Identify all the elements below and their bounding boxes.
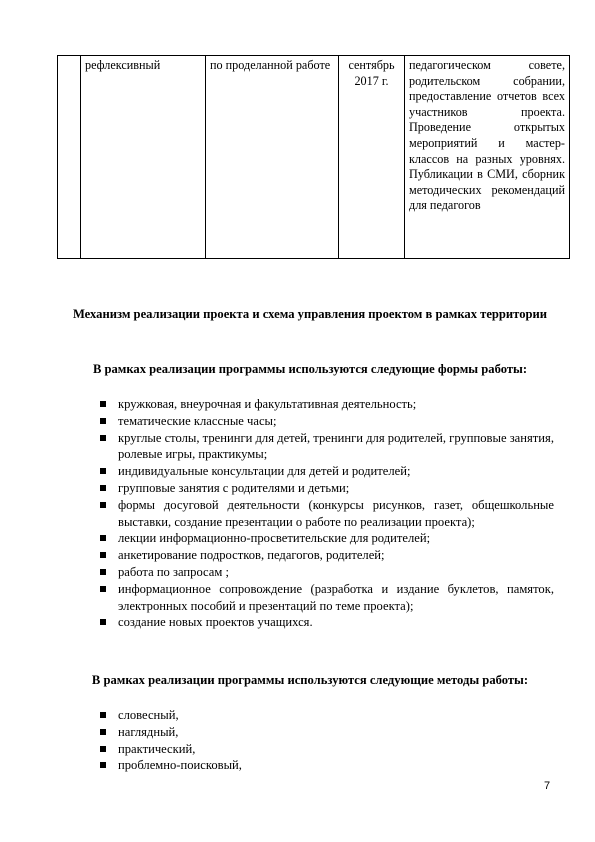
square-bullet-icon: [100, 485, 106, 491]
square-bullet-icon: [100, 552, 106, 558]
square-bullet-icon: [100, 729, 106, 735]
list-item: словесный,: [100, 707, 554, 724]
square-bullet-icon: [100, 746, 106, 752]
square-bullet-icon: [100, 569, 106, 575]
list-item: создание новых проектов учащихся.: [100, 614, 554, 631]
square-bullet-icon: [100, 586, 106, 592]
square-bullet-icon: [100, 762, 106, 768]
project-plan-table: [57, 55, 570, 259]
table-cell-date: сентябрь 2017 г.: [339, 56, 405, 259]
section-heading: Механизм реализации проекта и схема управления проектом в рамках территории: [72, 307, 548, 321]
list-item: информационное сопровождение (разработка и издание буклетов, памяток, электронных пособий и презентаций по теме проекта);: [100, 581, 554, 615]
page-number: 7: [544, 780, 551, 792]
table-cell-result: педагогическом совете, родительском собрании, предоставление отчетов всех участников проекта. Проведение открытых мероприятий и мастер-классов на разных уровнях. Публикации в СМИ, сборник методических рекомендаций для педагогов: [405, 56, 570, 259]
forms-list: [100, 396, 554, 631]
methods-heading: В рамках реализации программы используются следующие методы работы:: [91, 673, 529, 687]
table-cell-activity: по проделанной работе: [206, 56, 339, 259]
list-item: анкетирование подростков, педагогов, родителей;: [100, 547, 554, 564]
table-row: [58, 56, 570, 259]
list-item: формы досуговой деятельности (конкурсы рисунков, газет, общешкольные выставки, создание презентации о работе по реализации проекта);: [100, 497, 554, 531]
table-cell-index: [58, 56, 81, 259]
list-item: индивидуальные консультации для детей и родителей;: [100, 463, 554, 480]
list-item: кружковая, внеурочная и факультативная деятельность;: [100, 396, 554, 413]
square-bullet-icon: [100, 468, 106, 474]
list-item: практический,: [100, 741, 554, 758]
list-item: лекции информационно-просветительские для родителей;: [100, 530, 554, 547]
list-item: тематические классные часы;: [100, 413, 554, 430]
square-bullet-icon: [100, 535, 106, 541]
methods-list: [100, 707, 554, 774]
square-bullet-icon: [100, 401, 106, 407]
square-bullet-icon: [100, 435, 106, 441]
square-bullet-icon: [100, 418, 106, 424]
forms-heading: В рамках реализации программы используются следующие формы работы:: [92, 362, 528, 376]
list-item: круглые столы, тренинги для детей, тренинги для родителей, групповые занятия, ролевые игры, практикумы;: [100, 430, 554, 464]
list-item: работа по запросам ;: [100, 564, 554, 581]
square-bullet-icon: [100, 502, 106, 508]
square-bullet-icon: [100, 619, 106, 625]
square-bullet-icon: [100, 712, 106, 718]
table-cell-type: рефлексивный: [81, 56, 206, 259]
list-item: групповые занятия с родителями и детьми;: [100, 480, 554, 497]
list-item: наглядный,: [100, 724, 554, 741]
list-item: проблемно-поисковый,: [100, 757, 554, 774]
